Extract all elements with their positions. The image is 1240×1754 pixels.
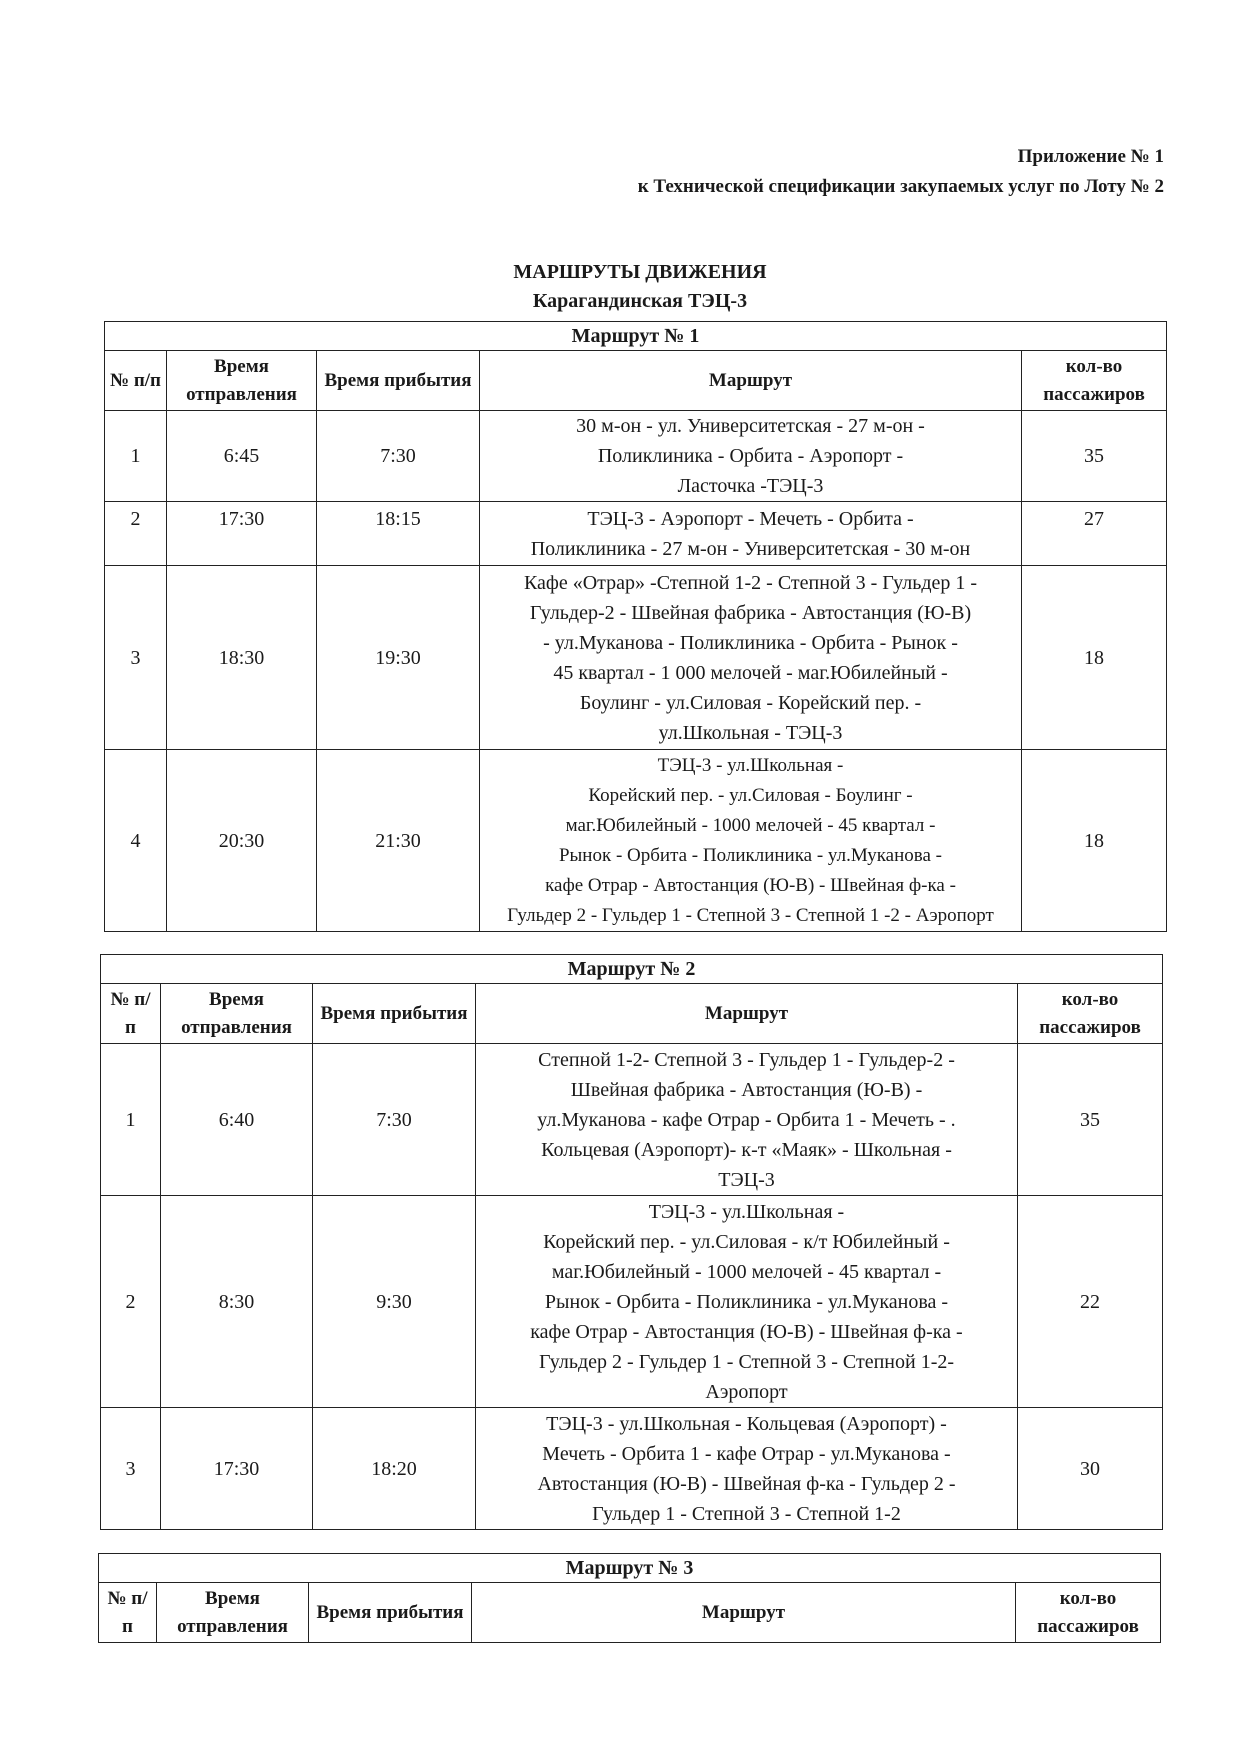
column-header-departure: Время отправления — [157, 1583, 309, 1643]
document-subtitle: Карагандинская ТЭЦ-3 — [532, 290, 748, 312]
route-path: ТЭЦ-3 - ул.Школьная - Корейский пер. - ул.Силовая - Боулинг - маг.Юбилейный - 1000 мелочей - 45 квартал - Рынок - Орбита - Поликлиника - ул.Муканова - кафе Отрар - Автостанция (Ю-В) - Швейная ф-ка - Гульдер 2 - Гульдер 1 - Степной 3 - Степной 1 -2 - Аэропорт — [480, 750, 1022, 932]
table-row — [101, 1408, 1163, 1530]
document-title-block — [0, 258, 1240, 316]
table-row — [105, 566, 1167, 750]
route-3-caption: Маршрут № 3 — [99, 1554, 1161, 1583]
arrival-time: 9:30 — [313, 1196, 476, 1408]
route-1-caption: Маршрут № 1 — [105, 322, 1167, 351]
route-1-table — [104, 321, 1167, 932]
table-row — [105, 502, 1167, 566]
table-row — [105, 750, 1167, 932]
column-header-departure: Время отправления — [161, 984, 313, 1044]
departure-time: 17:30 — [161, 1408, 313, 1530]
column-header-arrival: Время прибытия — [313, 984, 476, 1044]
column-header-departure: Время отправления — [167, 351, 317, 411]
column-header-passengers: кол-во пассажиров — [1018, 984, 1163, 1044]
route-2-caption: Маршрут № 2 — [101, 955, 1163, 984]
column-header-passengers: кол-во пассажиров — [1022, 351, 1167, 411]
column-header-num: № п/п — [105, 351, 167, 411]
document-title: МАРШРУТЫ ДВИЖЕНИЯ — [513, 261, 767, 283]
table-row — [101, 1196, 1163, 1408]
route-path: Степной 1-2- Степной 3 - Гульдер 1 - Гульдер-2 - Швейная фабрика - Автостанция (Ю-В) - ул.Муканова - кафе Отрар - Орбита 1 - Мечеть - . Кольцевая (Аэропорт)- к-т «Маяк» - Школьная - ТЭЦ-3 — [476, 1044, 1018, 1196]
arrival-time: 7:30 — [313, 1044, 476, 1196]
route-path: 30 м-он - ул. Университетская - 27 м-он - Поликлиника - Орбита - Аэропорт - Ласточка -ТЭЦ-3 — [480, 411, 1022, 502]
table-row — [105, 411, 1167, 502]
route-path: ТЭЦ-3 - Аэропорт - Мечеть - Орбита - Поликлиника - 27 м-он - Университетская - 30 м-он — [480, 502, 1022, 566]
column-header-route: Маршрут — [480, 351, 1022, 411]
passenger-count: 35 — [1022, 411, 1167, 502]
column-header-num: № п/п — [101, 984, 161, 1044]
row-num: 1 — [101, 1044, 161, 1196]
departure-time: 6:45 — [167, 411, 317, 502]
column-header-passengers: кол-во пассажиров — [1016, 1583, 1161, 1643]
column-header-arrival: Время прибытия — [317, 351, 480, 411]
arrival-time: 18:20 — [313, 1408, 476, 1530]
arrival-time: 19:30 — [317, 566, 480, 750]
appendix-header — [638, 142, 1164, 202]
row-num: 2 — [105, 502, 167, 566]
appendix-line-2: к Технической спецификации закупаемых услуг по Лоту № 2 — [637, 176, 1164, 197]
route-2-table — [100, 954, 1163, 1530]
passenger-count: 30 — [1018, 1408, 1163, 1530]
row-num: 3 — [101, 1408, 161, 1530]
arrival-time: 21:30 — [317, 750, 480, 932]
passenger-count: 18 — [1022, 566, 1167, 750]
departure-time: 18:30 — [167, 566, 317, 750]
departure-time: 8:30 — [161, 1196, 313, 1408]
route-path: Кафе «Отрар» -Степной 1-2 - Степной 3 - Гульдер 1 - Гульдер-2 - Швейная фабрика - Автостанция (Ю-В) - ул.Муканова - Поликлиника - Орбита - Рынок - 45 квартал - 1 000 мелочей - маг.Юбилейный - Боулинг - ул.Силовая - Корейский пер. - ул.Школьная - ТЭЦ-3 — [480, 566, 1022, 750]
row-num: 2 — [101, 1196, 161, 1408]
route-path: ТЭЦ-3 - ул.Школьная - Корейский пер. - ул.Силовая - к/т Юбилейный - маг.Юбилейный - 1000 мелочей - 45 квартал - Рынок - Орбита - Поликлиника - ул.Муканова - кафе Отрар - Автостанция (Ю-В) - Швейная ф-ка - Гульдер 2 - Гульдер 1 - Степной 3 - Степной 1-2- Аэропорт — [476, 1196, 1018, 1408]
route-3-table — [98, 1553, 1161, 1643]
route-path: ТЭЦ-3 - ул.Школьная - Кольцевая (Аэропорт) - Мечеть - Орбита 1 - кафе Отрар - ул.Муканова - Автостанция (Ю-В) - Швейная ф-ка - Гульдер 2 - Гульдер 1 - Степной 3 - Степной 1-2 — [476, 1408, 1018, 1530]
row-num: 1 — [105, 411, 167, 502]
column-header-route: Маршрут — [476, 984, 1018, 1044]
passenger-count: 35 — [1018, 1044, 1163, 1196]
appendix-line-1: Приложение № 1 — [1017, 146, 1164, 167]
row-num: 4 — [105, 750, 167, 932]
column-header-route: Маршрут — [472, 1583, 1016, 1643]
column-header-num: № п/п — [99, 1583, 157, 1643]
table-row — [101, 1044, 1163, 1196]
passenger-count: 27 — [1022, 502, 1167, 566]
departure-time: 20:30 — [167, 750, 317, 932]
column-header-arrival: Время прибытия — [309, 1583, 472, 1643]
passenger-count: 18 — [1022, 750, 1167, 932]
departure-time: 6:40 — [161, 1044, 313, 1196]
passenger-count: 22 — [1018, 1196, 1163, 1408]
arrival-time: 7:30 — [317, 411, 480, 502]
row-num: 3 — [105, 566, 167, 750]
arrival-time: 18:15 — [317, 502, 480, 566]
departure-time: 17:30 — [167, 502, 317, 566]
